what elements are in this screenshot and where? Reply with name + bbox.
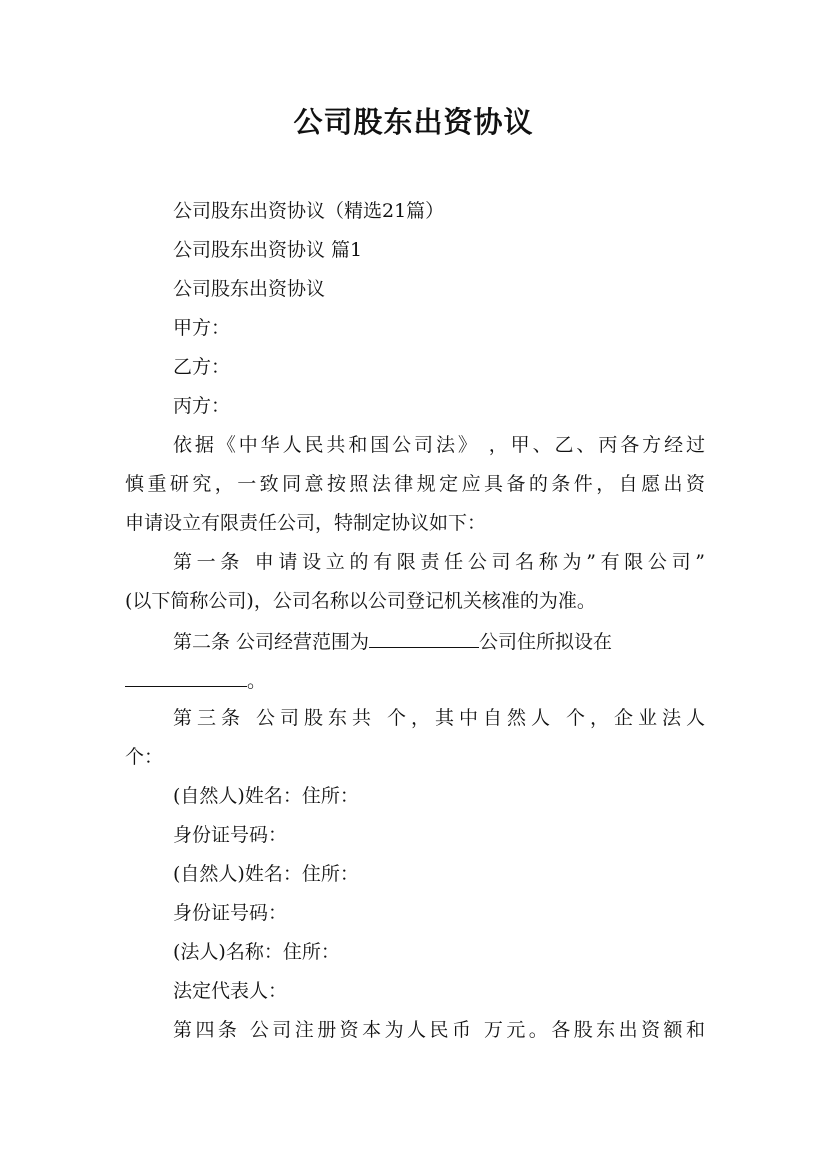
doc-line-legal-representative: 法定代表人： [173,980,288,1002]
doc-line-article3-1: 第三条 公司股东共 个，其中自然人 个，企业法人 [173,707,705,729]
blank-underline [369,625,479,648]
doc-line-article4-1: 第四条 公司注册资本为人民币 万元。各股东出资额和 [173,1019,705,1041]
article2-scope-text: 第二条 公司经营范围为 [173,631,370,653]
doc-line-article1-2: (以下简称公司)，公司名称以公司登记机关核准的为准。 [125,590,596,612]
doc-line-shareholder-2-id: 身份证号码： [173,902,288,924]
doc-line-article2-1 [125,625,705,657]
doc-line-subtitle: 公司股东出资协议（精选21篇） [173,200,445,222]
doc-line-heading: 公司股东出资协议 [173,278,326,300]
doc-line-shareholder-1-id: 身份证号码： [173,824,288,846]
doc-line-party-c: 丙方： [173,395,231,417]
article2-address-text: 公司住所拟设在 [479,631,613,653]
doc-line-party-a: 甲方： [173,317,231,339]
doc-line-section: 公司股东出资协议 篇1 [173,239,363,261]
article2-end-text: 。 [247,670,267,692]
blank-underline [125,664,247,687]
doc-line-party-b: 乙方： [173,356,231,378]
doc-line-article2-2 [125,664,705,696]
doc-line-article1-1: 第一条 申请设立的有限责任公司名称为”有限公司” [173,551,705,573]
doc-line-article3-2: 个： [125,746,164,768]
doc-line-shareholder-1-name: (自然人)姓名：住所： [173,785,359,807]
doc-line-shareholder-2-name: (自然人)姓名：住所： [173,863,359,885]
doc-line-legal-person-name: (法人)名称：住所： [173,941,340,963]
document-title: 公司股东出资协议 [293,105,534,139]
doc-line-intro-2: 慎重研究，一致同意按照法律规定应具备的条件，自愿出资 [125,473,705,495]
doc-line-intro-3: 申请设立有限责任公司，特制定协议如下： [125,512,487,534]
doc-line-intro-1: 依据《中华人民共和国公司法》 ，甲、乙、丙各方经过 [173,434,705,456]
